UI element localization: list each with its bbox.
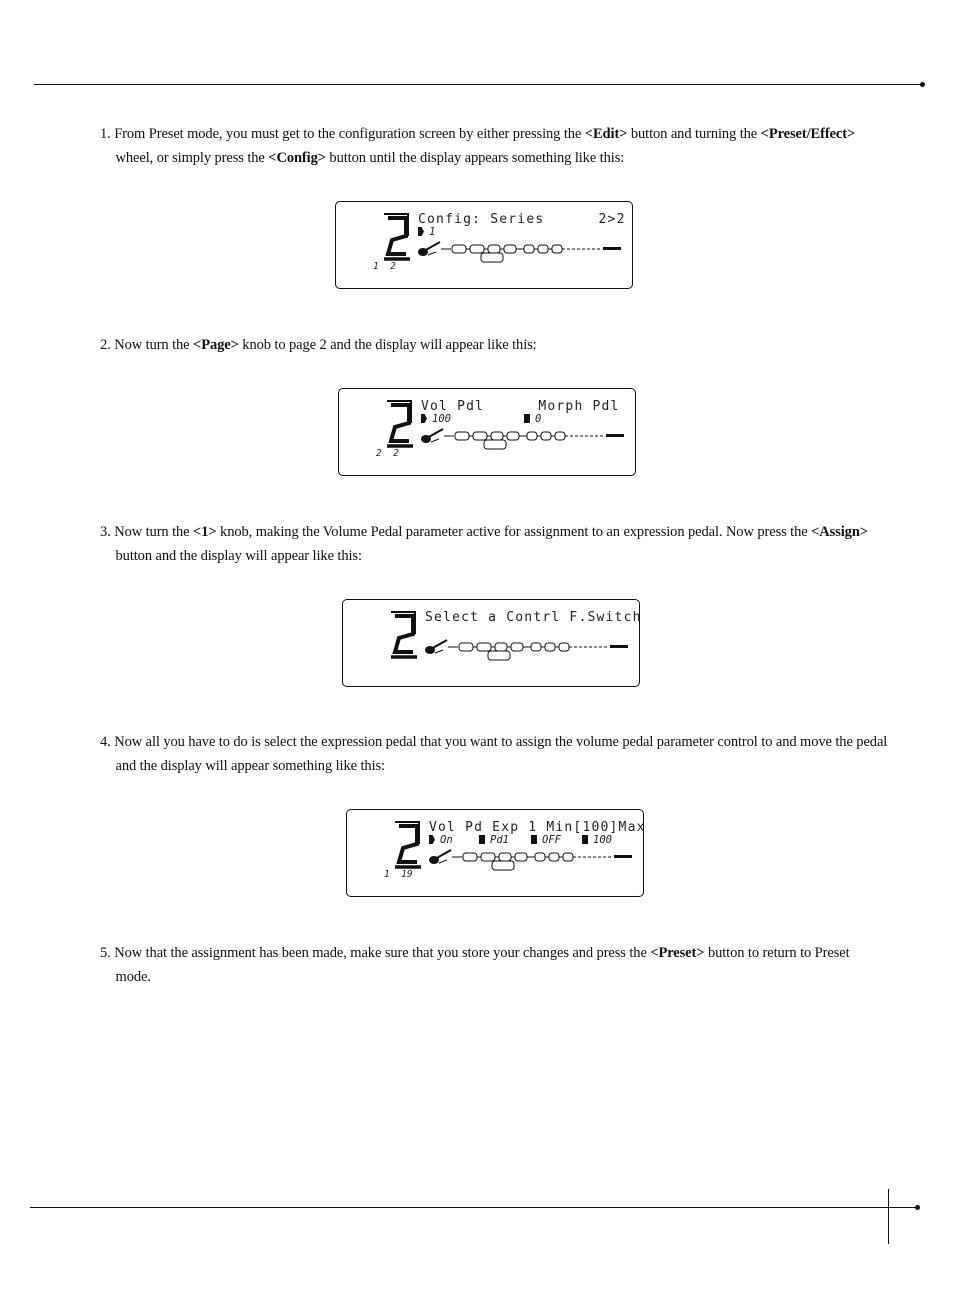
param-marker-icon [531,835,537,844]
step-1-text [100,123,880,170]
signal-chain-graphic [444,432,624,449]
signal-chain-graphic [441,245,621,262]
button-name: <Page> [193,337,239,353]
text-run: 3. Now turn the [100,524,194,540]
lcd-line-1: Config: Series 2>2 [418,212,626,227]
lcd-line-1: Select a Contrl F.Switch [425,610,642,625]
text-run: button to return to Preset [704,945,850,961]
text-run: and the display will appear something like this: [112,757,385,774]
guitar-icon [429,850,451,864]
text-run: 1. From Preset mode, you must get to the configuration screen by either pressing the [100,126,585,142]
big-preset-digit [387,401,413,446]
lcd-param-value: 100 [432,413,451,425]
step-4-text [100,731,900,778]
lcd-param-2 [524,413,541,425]
lcd-param-2 [479,834,509,846]
step-3-text [100,521,890,568]
text-run: mode. [112,968,151,985]
lcd-line-1: Vol Pd Exp 1 Min[100]Max [429,820,646,835]
step-2-text [100,334,880,358]
lcd-bottom-numbers: 1 19 [384,869,413,880]
text-run: 5. Now that the assignment has been made, make sure that you store your changes and press the [100,945,651,961]
lcd-display-select-switch [342,599,640,687]
button-name: <Preset> [650,945,705,961]
lcd-param-3 [531,834,561,846]
signal-chain-graphic [448,643,628,660]
lcd-display-vol-pedal [338,388,636,476]
signal-chain-graphic [452,853,632,870]
text-run: wheel, or simply press the [112,149,269,166]
active-param-marker-icon [421,414,427,423]
lcd-param-value: 0 [535,413,542,425]
button-name: <1> [193,524,217,540]
text-run: knob to page 2 and the display will appear like this: [238,337,537,353]
step-5-text [100,942,880,989]
top-rule [34,84,922,85]
bottom-rule [30,1207,918,1208]
lcd-param-value: On [440,834,453,846]
bottom-crop-mark [888,1189,889,1244]
param-marker-icon [479,835,485,844]
lcd-bottom-numbers: 2 2 [376,448,399,459]
active-param-marker-icon [429,835,435,844]
lcd-display-assignment [346,809,644,897]
guitar-icon [418,242,440,256]
guitar-icon [421,429,443,443]
button-name: <Assign> [811,524,868,540]
lcd-param-1 [429,834,453,846]
lcd-bottom-numbers: 1 2 [373,261,396,272]
lcd-param-1 [418,226,435,238]
lcd-param-value: 1 [429,226,436,238]
bottom-rule-dot [915,1205,920,1210]
text-run: button until the display appears something like this: [325,149,625,166]
lcd-param-value: Pd1 [490,834,509,846]
param-marker-icon [582,835,588,844]
button-name: <Edit> [584,126,628,142]
lcd-line-1: Vol Pdl Morph Pdl [421,399,620,414]
lcd-display-config [335,201,633,289]
guitar-icon [425,640,447,654]
text-run: button and the display will appear like this: [112,547,362,564]
button-name: <Preset/Effect> [760,126,856,142]
lcd-param-value: OFF [542,834,561,846]
button-name: <Config> [268,149,326,166]
param-marker-icon [524,414,530,423]
text-run: button and turning the [627,126,761,142]
lcd-param-value: 100 [593,834,612,846]
top-rule-dot [920,82,925,87]
big-preset-digit [391,612,417,657]
active-param-marker-icon [418,227,424,236]
text-run: knob, making the Volume Pedal parameter active for assignment to an expression pedal. Now press the [216,524,812,540]
lcd-param-4 [582,834,612,846]
text-run: 2. Now turn the [100,337,194,353]
lcd-param-1 [421,413,451,425]
big-preset-digit [384,214,410,259]
text-run: 4. Now all you have to do is select the expression pedal that you want to assign the volume pedal parameter control to and move the pedal [100,734,888,750]
big-preset-digit [395,822,421,867]
